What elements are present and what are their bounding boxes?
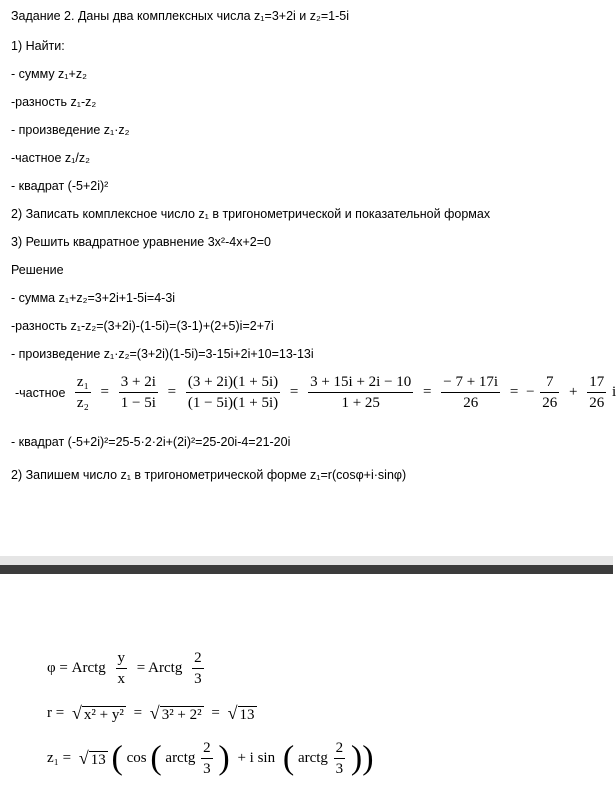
- quotient-label: -частное: [15, 385, 66, 400]
- solution-square: - квадрат (-5+2i)²=25-5·2·2i+(2i)²=25-20i-4=21-20i: [11, 435, 291, 449]
- frac-expanded: $\frac{3 + 15i + 2i - 10}{1 + 25}$: [310, 374, 412, 411]
- frac-z1-z2: $\frac{\text{z₁}}{\text{z₂}}$: [76, 374, 89, 411]
- solution-trig: 2) Запишем число z₁ в тригонометрической форме z₁=r(cosφ+i·sinφ): [11, 468, 407, 482]
- task-item2: 2) Записать комплексное число z₁ в тригонометрической и показательной формах: [11, 207, 491, 221]
- task-title: Задание 2. Даны два комплексных числа z₁=3+2i и z₂=1-5i: [11, 9, 349, 23]
- sqrt-13: √ 13: [227, 703, 255, 723]
- solution-diff: -разность z₁-z₂=(3+2i)-(1-5i)=(3-1)+(2+5)i=2+7i: [11, 319, 274, 333]
- frac-imag: $\frac{17}{26}$: [589, 374, 605, 411]
- frac-simplified: $\frac{- 7 + 17i}{26}$: [443, 374, 499, 411]
- task-quot: -частное z₁/z₂: [11, 151, 90, 165]
- r-formula: r = √ x² + y² = √ 3² + 2² = √ 13: [47, 703, 255, 723]
- frac-conjugate: $\frac{(3 + 2i)(1 + 5i)}{(1 - 5i)(1 + 5i)}$: [187, 374, 279, 411]
- frac-given: $\frac{3 + 2i}{1 - 5i}$: [120, 374, 156, 411]
- task-diff: -разность z₁-z₂: [11, 95, 97, 109]
- task-sum: - сумму z₁+z₂: [11, 67, 87, 81]
- task-item3: 3) Решить квадратное уравнение 3x²-4x+2=0: [11, 235, 271, 249]
- solution-prod: - произведение z₁·z₂=(3+2i)(1-5i)=3-15i+2i+10=13-13i: [11, 347, 314, 361]
- solution-heading: Решение: [11, 263, 64, 277]
- page-divider: [0, 565, 613, 574]
- task-square: - квадрат (-5+2i)²: [11, 179, 109, 193]
- phi-formula: φ = Arctg $\frac{y}{x}$ = Arctg $\frac{2}{3}$: [47, 650, 202, 687]
- frac-real: $\frac{7}{26}$: [542, 374, 558, 411]
- task-prod: - произведение z₁·z₂: [11, 123, 130, 137]
- sqrt-xy: √ x² + y²: [71, 703, 124, 723]
- quotient-formula: -частное $\frac{\text{z₁}}{\text{z₂}}$ = $\frac{3 + 2i}{1 - 5i}$ = $\frac{(3 + 2i)(1 + 5i)}{(1 - 5i)(1 + 5i)}$ = $\frac{3 + 15i + 2i - 10}{1 + 25}$ = $\frac{- 7 + 17i}{26}$ = − $\frac{7}{26}$ + $\frac{17}{26}$ i: [15, 374, 616, 411]
- task-find: 1) Найти:: [11, 39, 65, 53]
- sqrt-values: √ 3² + 2²: [149, 703, 202, 723]
- solution-sum: - сумма z₁+z₂=3+2i+1-5i=4-3i: [11, 291, 176, 305]
- z1-formula: z₁ = √ 13 ( cos ( arctg $\frac{2}{3}$ ) + i sin ( arctg $\frac{2}{3}$ )): [47, 739, 374, 777]
